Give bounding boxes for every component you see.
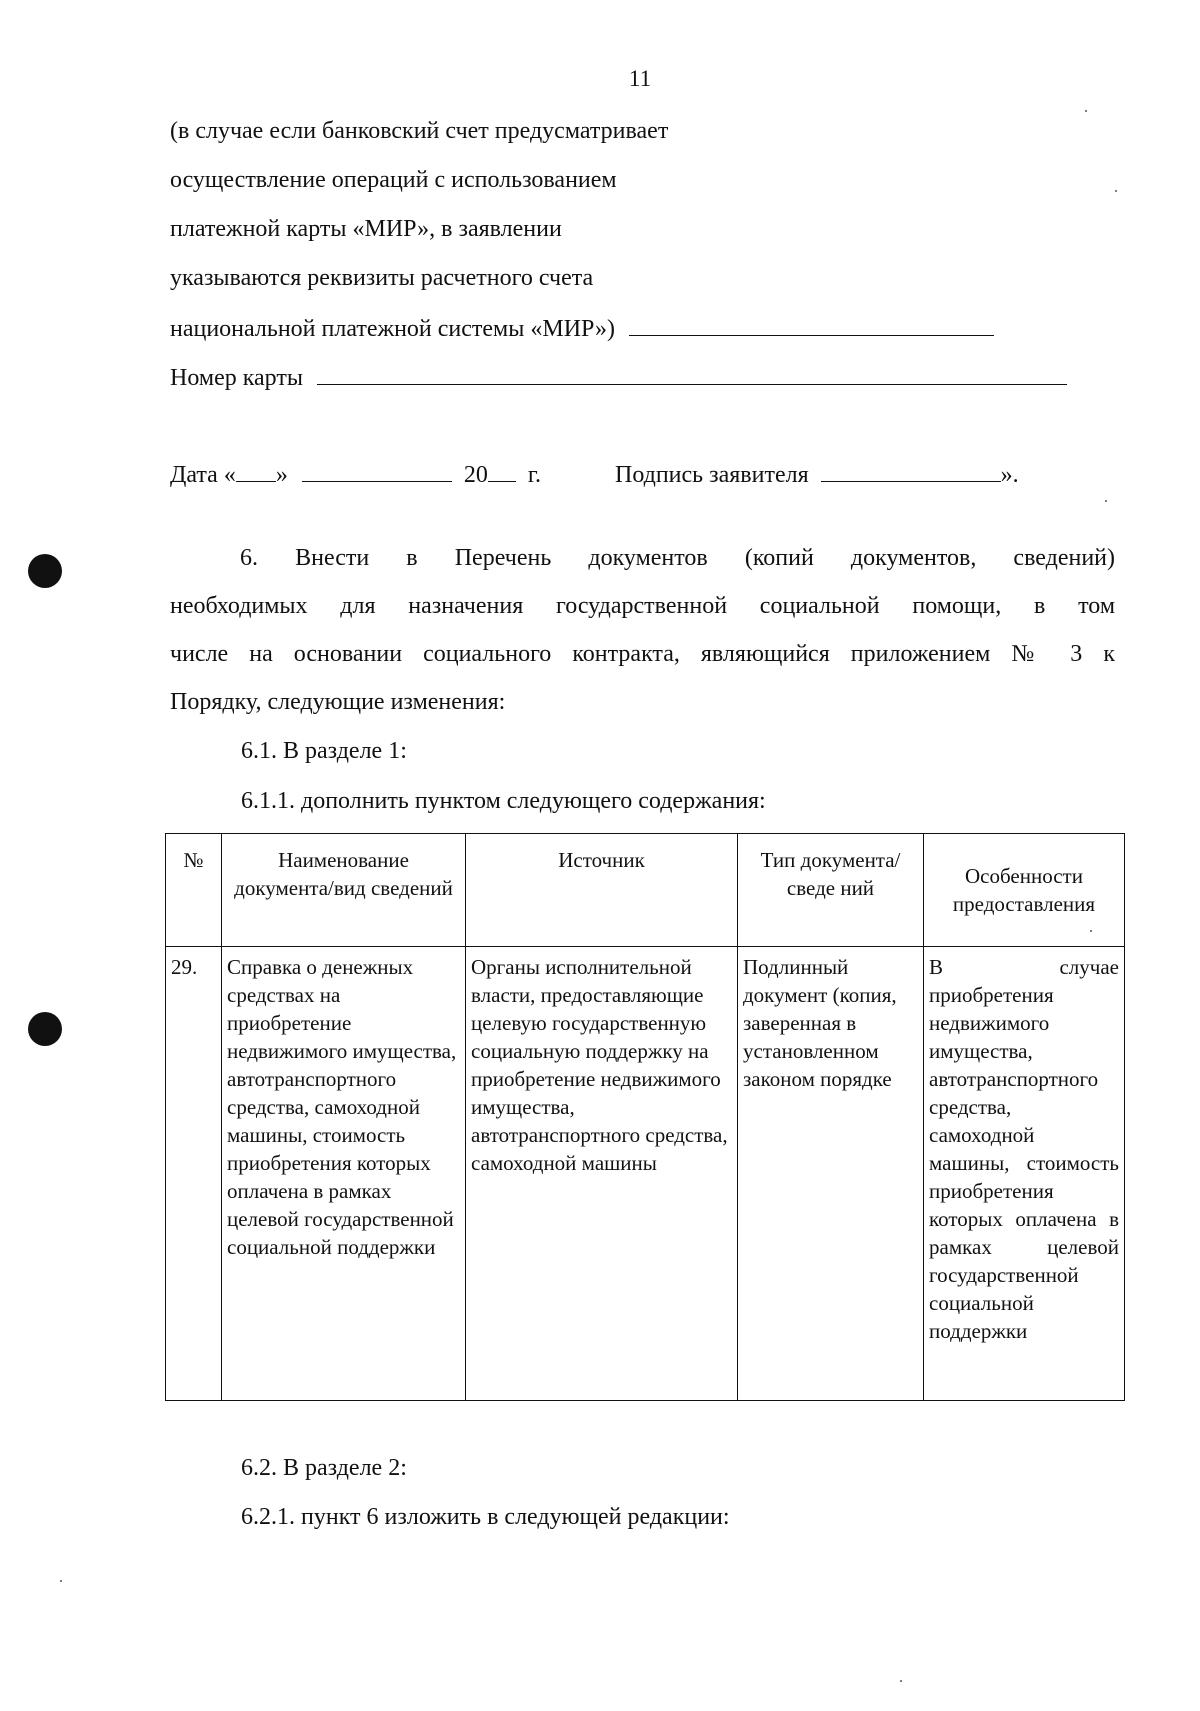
form-line-5	[170, 313, 994, 344]
row-source: Органы исполнительной власти, предоставляющие целевую государственную социальную поддержку на приобретение недвижимого имущества, автотранспортного средства, самоходной машины	[466, 947, 738, 1401]
amendment-table	[165, 833, 1125, 1401]
header-document-type: Тип документа/сведе ний	[738, 834, 924, 947]
header-features: Особенности предоставления	[924, 834, 1125, 947]
row-features: В случае приобретения недвижимого имущества, автотранспортного средства, самоходной машины, стоимость приобретения которых оплачена в рамках целевой государственной социальной поддержки	[924, 947, 1125, 1401]
year-prefix: 20	[463, 462, 488, 488]
date-label: Дата «	[170, 462, 236, 488]
page-number: 11	[628, 66, 652, 91]
signature-label: Подпись заявителя	[614, 462, 809, 488]
form-line-1: (в случае если банковский счет предусматривает	[170, 118, 669, 144]
date-close-quote: »	[275, 462, 288, 488]
row-document-name: Справка о денежных средствах на приобретение недвижимого имущества, автотранспортного средства, самоходной машины, стоимость приобретения которых оплачена в рамках целевой государственной социальной поддержки	[222, 947, 466, 1401]
item-6-1: 6.1. В разделе 1:	[241, 738, 407, 764]
form-line-4: указываются реквизиты расчетного счета	[170, 265, 594, 291]
scan-speck	[1085, 110, 1087, 112]
item-6-line-1: 6. Внести в Перечень документов (копий документов, сведений)	[240, 545, 1115, 571]
account-details-field[interactable]	[629, 313, 994, 336]
table-row	[166, 947, 1125, 1401]
header-source: Источник	[466, 834, 738, 947]
card-number-line	[170, 362, 1067, 393]
header-number: №	[166, 834, 222, 947]
item-6-line-4: Порядку, следующие изменения:	[170, 689, 506, 715]
date-month-field[interactable]	[302, 459, 452, 482]
scan-speck	[1105, 500, 1107, 502]
year-suffix: г.	[527, 462, 541, 488]
payment-system-label: национальной платежной системы «МИР»)	[170, 316, 615, 342]
form-line-2: осуществление операций с использованием	[170, 167, 617, 193]
item-6-paragraph	[170, 534, 1115, 726]
scan-speck	[1115, 190, 1117, 192]
card-number-field[interactable]	[317, 362, 1067, 385]
signature-end-mark: ».	[1000, 462, 1019, 488]
row-number: 29.	[166, 947, 222, 1401]
form-line-3: платежной карты «МИР», в заявлении	[170, 216, 562, 242]
table-header-row	[166, 834, 1125, 947]
punch-hole-bottom	[28, 1012, 62, 1046]
item-6-line-3: числе на основании социального контракта, являющийся приложением № 3 к	[170, 641, 1115, 667]
signature-field[interactable]	[821, 459, 1001, 482]
card-number-label: Номер карты	[170, 365, 303, 391]
scan-speck	[1090, 930, 1092, 932]
item-6-line-2: необходимых для назначения государственной социальной помощи, в том	[170, 593, 1115, 619]
item-6-1-1: 6.1.1. дополнить пунктом следующего содержания:	[241, 788, 766, 814]
item-6-2-1: 6.2.1. пункт 6 изложить в следующей редакции:	[241, 1504, 730, 1530]
date-year-field[interactable]	[488, 459, 516, 482]
scan-speck	[900, 1680, 902, 1682]
date-signature-line	[170, 459, 1019, 490]
item-6-2: 6.2. В разделе 2:	[241, 1455, 407, 1481]
punch-hole-top	[28, 554, 62, 588]
row-document-type: Подлинный документ (копия, заверенная в установленном законом порядке	[738, 947, 924, 1401]
date-day-field[interactable]	[236, 459, 276, 482]
scan-speck	[60, 1580, 62, 1582]
header-document-name: Наименование документа/вид сведений	[222, 834, 466, 947]
